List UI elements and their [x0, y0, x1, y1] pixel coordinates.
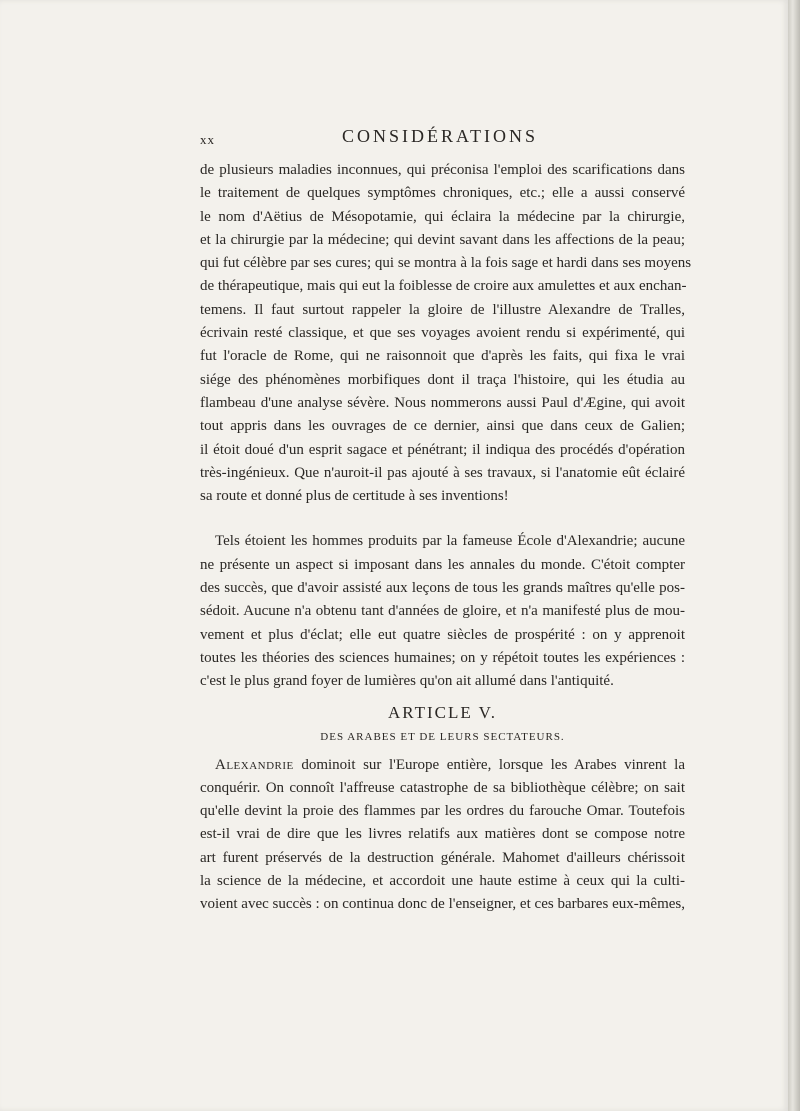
- text-line: il étoit doué d'un esprit sagace et pénétrant; il indiqua des procédés d'opération: [200, 441, 685, 458]
- article-title: ARTICLE V.: [387, 702, 498, 722]
- text-line: temens. Il faut surtout rappeler la gloire de l'illustre Alexandre de Tralles,: [200, 301, 685, 318]
- text-line: flambeau d'une analyse sévère. Nous nommerons aussi Paul d'Ægine, qui avoit: [200, 394, 685, 411]
- text-line: la science de la médecine, et accordoit une haute estime à ceux qui la culti-: [200, 873, 685, 890]
- text-line: toutes les théories des sciences humaines; on y répétoit toutes les expériences :: [200, 649, 685, 666]
- text-line: vement et plus d'éclat; elle eut quatre siècles de prospérité : on y apprenoit: [200, 626, 685, 643]
- text-line: qu'elle devint la proie des flammes par les ordres du farouche Omar. Toutefois: [200, 803, 685, 820]
- text-line: est-il vrai de dire que les livres relatifs aux matières dont se compose notre: [200, 826, 685, 843]
- text-line: de plusieurs maladies inconnues, qui préconisa l'emploi des scarifications dans: [200, 162, 685, 178]
- text-line: tout appris dans les ouvrages de ce dernier, ainsi que dans ceux de Galien;: [200, 418, 685, 435]
- page-edge: [788, 0, 800, 1111]
- text-line: des succès, que d'avoir assisté aux leçons de tous les grands maîtres qu'elle pos-: [200, 580, 685, 597]
- text-line: le traitement de quelques symptômes chroniques, etc.; elle a aussi conservé: [200, 185, 685, 202]
- text-line: très-ingénieux. Que n'auroit-il pas ajouté à ses travaux, si l'anatomie eût éclairé: [200, 464, 685, 481]
- body-text: [200, 159, 692, 917]
- text-line: de thérapeutique, mais qui eut la foiblesse de croire aux amulettes et aux enchan-: [200, 278, 687, 295]
- page-folio: xx: [200, 132, 215, 147]
- text-line: voient avec succès : on continua donc de l'enseigner, et ces barbares eux-mêmes,: [200, 896, 685, 913]
- text-line: sa route et donné plus de certitude à ses inventions!: [200, 488, 509, 505]
- text-line: c'est le plus grand foyer de lumières qu'on ait allumé dans l'antiquité.: [200, 673, 614, 690]
- running-title: CONSIDÉRATIONS: [342, 126, 539, 146]
- paragraph-1: [200, 159, 692, 508]
- text-line: conquérir. On connoît l'affreuse catastrophe de sa bibliothèque célèbre; on sait: [200, 779, 685, 796]
- article-subtitle: DES ARABES ET DE LEURS SECTATEURS.: [320, 730, 565, 743]
- paragraph-3: [200, 754, 685, 917]
- text-line: écrivain resté classique, et que ses voyages avoient rendu si expérimenté, qui: [200, 325, 685, 342]
- text-line: art furent préservés de la destruction générale. Mahomet d'ailleurs chérissoit: [200, 849, 685, 866]
- text-line: qui fut célèbre par ses cures; qui se montra à la fois sage et hardi dans ses moyens: [200, 255, 692, 272]
- paragraph-2: [200, 530, 685, 693]
- text-line: Tels étoient les hommes produits par la fameuse École d'Alexandrie; aucune: [215, 533, 685, 550]
- page-header: [200, 126, 685, 150]
- lead-word: Alexandrie: [215, 756, 294, 773]
- text-line: fut l'oracle de Rome, qui ne raisonnoit que d'après les faits, qui fixa le vrai: [200, 348, 685, 365]
- text-line: ne présente un aspect si imposant dans les annales du monde. C'étoit compter: [200, 556, 685, 573]
- text-line: sédoit. Aucune n'a obtenu tant d'années de gloire, et n'a manifesté plus de mou-: [200, 603, 685, 620]
- text-line: siége des phénomènes morbifiques dont il traça l'histoire, qui les étudia au: [200, 371, 685, 388]
- text-line-first: [200, 754, 685, 777]
- text-line: le nom d'Aëtius de Mésopotamie, qui éclaira la médecine par la chirurgie,: [200, 208, 685, 225]
- text-line: et la chirurgie par la médecine; qui devint savant dans les affections de la peau;: [200, 231, 685, 248]
- first-line-rest: dominoit sur l'Europe entière, lorsque les Arabes vinrent la: [293, 756, 685, 773]
